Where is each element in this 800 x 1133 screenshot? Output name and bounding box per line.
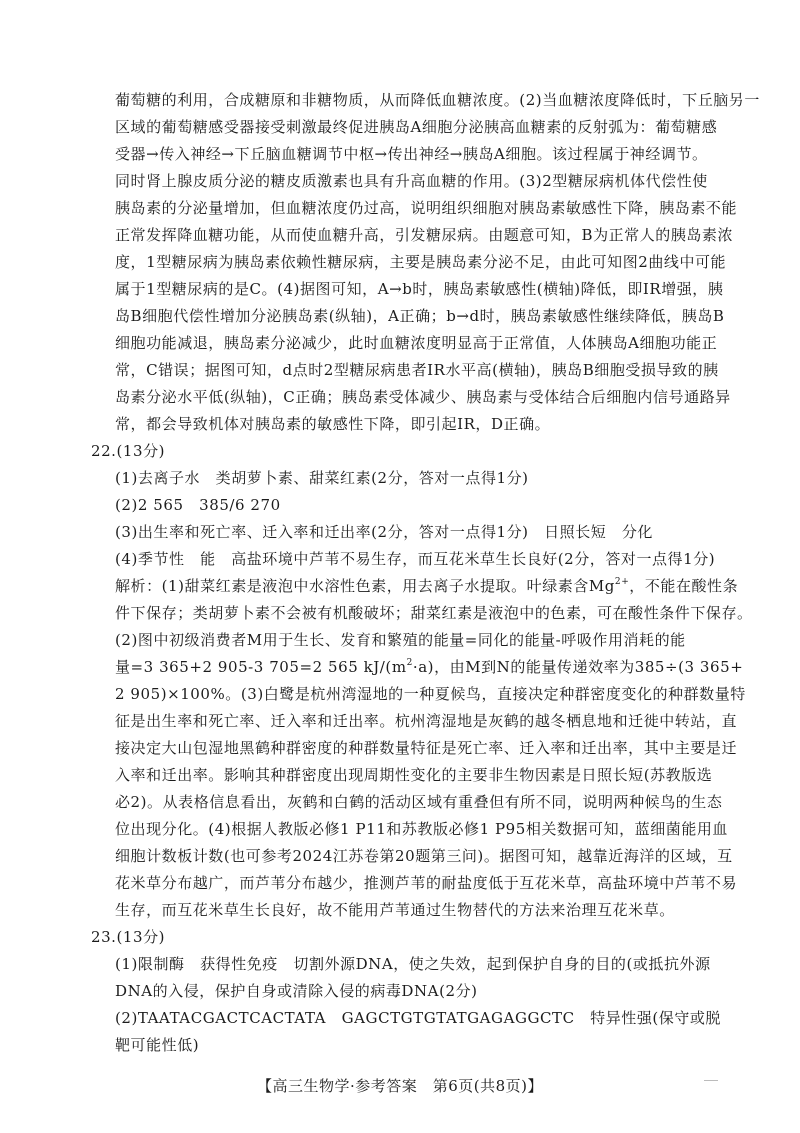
text-line: 征是出生率和死亡率、迁入率和迁出率。杭州湾湿地是灰鹤的越冬栖息地和迁徙中转站，直 [115, 712, 738, 730]
text-line: 生存，而互花米草生长良好，故不能用芦苇通过生物替代的方法来治理互花米草。 [115, 901, 675, 919]
superscript: 2+ [614, 577, 630, 587]
text-line: 细胞计数板计数(也可参考2024江苏卷第20题第三问)。据图可知，越靠近海洋的区域，互 [115, 847, 733, 865]
text-line [115, 657, 743, 677]
text-line: 接决定大山包湿地黑鹤种群密度的种群数量特征是死亡率、迁入率和迁出率，其中主要是迁 [115, 739, 738, 757]
text-line: 必2)。从表格信息看出，灰鹤和白鹤的活动区域有重叠但有所不同，说明两种候鸟的生态 [115, 793, 723, 811]
text-segment: ·a)，由M到N的能量传递效率为385÷(3 365+ [412, 658, 744, 676]
answer-item: (3)出生率和死亡率、迁入率和迁出率(2分，答对一点得1分) 日照长短 分化 [115, 523, 653, 541]
text-line: 度，1型糖尿病为胰岛素依赖性糖尿病，主要是胰岛素分泌不足，由此可知图2曲线中可能 [115, 253, 727, 271]
answer-item: (2)TAATACGACTCACTATA GAGCTGTGTATGAGAGGCTC 特异性强(保守或脱 [115, 1009, 721, 1027]
text-line: 受器→传入神经→下丘脑血糖调节中枢→传出神经→胰岛A细胞。该过程属于神经调节。 [115, 145, 708, 163]
text-line: 件下保存；类胡萝卜素不会被有机酸破坏；甜菜红素是液泡中的色素，可在酸性条件下保存。 [115, 604, 753, 622]
text-line: 岛B细胞代偿性增加分泌胰岛素(纵轴)，A正确；b→d时，胰岛素敏感性继续降低，胰岛B [115, 307, 725, 325]
text-line: 常，C错误；据图可知，d点时2型糖尿病患者IR水平高(横轴)，胰岛B细胞受损导致的胰 [115, 361, 719, 379]
text-line: 正常发挥降血糖功能，从而使血糖升高，引发糖尿病。由题意可知，B为正常人的胰岛素浓 [115, 226, 734, 244]
text-line: 靶可能性低) [115, 1036, 200, 1054]
text-segment: ，不能在酸性条 [629, 577, 739, 595]
text-line: DNA的入侵，保护自身或清除入侵的病毒DNA(2分) [115, 982, 478, 1000]
superscript: 2 [406, 658, 413, 668]
page-footer: 【高三生物学·参考答案 第6页(共8页)】 [256, 1077, 544, 1095]
text-line: 同时肾上腺皮质分泌的糖皮质激素也具有升高血糖的作用。(3)2型糖尿病机体代偿性使 [115, 172, 708, 190]
text-line: 位出现分化。(4)根据人教版必修1 P11和苏教版必修1 P95相关数据可知，蓝细菌能用血 [115, 820, 728, 838]
text-line: 岛素分泌水平低(纵轴)，C正确；胰岛素受体减少、胰岛素与受体结合后细胞内信号通路异 [115, 388, 731, 406]
question-heading-22: 22.(13分) [91, 442, 166, 460]
question-heading-23: 23.(13分) [91, 928, 166, 946]
answer-item: (1)限制酶 获得性免疫 切割外源DNA，使之失效，起到保护自身的目的(或抵抗外源 [115, 955, 711, 973]
text-line: 胰岛素的分泌量增加，但血糖浓度仍过高，说明组织细胞对胰岛素敏感性下降，胰岛素不能 [115, 199, 738, 217]
text-line: 花米草分布越广，而芦苇分布越少，推测芦苇的耐盐度低于互花米草，高盐环境中芦苇不易 [115, 874, 738, 892]
text-line: 区域的葡萄糖感受器接受刺激最终促进胰岛A细胞分泌胰高血糖素的反射弧为：葡萄糖感 [115, 118, 718, 136]
text-line: 2 905)×100%。(3)白鹭是杭州湾湿地的一种夏候鸟，直接决定种群密度变化的种群数量特 [115, 685, 746, 703]
text-line [115, 576, 738, 596]
answer-item: (1)去离子水 类胡萝卜素、甜菜红素(2分，答对一点得1分) [115, 469, 529, 487]
text-line: 入率和迁出率。影响其种群密度出现周期性变化的主要非生物因素是日照长短(苏教版选 [115, 766, 713, 784]
text-line: 常，都会导致机体对胰岛素的敏感性下降，即引起IR，D正确。 [115, 415, 551, 433]
text-segment: 量=3 365+2 905-3 705=2 565 kJ/(m [115, 658, 407, 676]
answer-item: (2)2 565 385/6 270 [115, 496, 281, 514]
text-line: 葡萄糖的利用，合成糖原和非糖物质，从而降低血糖浓度。(2)当血糖浓度降低时，下丘脑另一 [115, 91, 760, 109]
text-line: 属于1型糖尿病的是C。(4)据图可知，A→b时，胰岛素敏感性(横轴)降低，即IR增强，胰 [115, 280, 724, 298]
corner-mark [704, 1080, 718, 1081]
text-line: (2)图中初级消费者M用于生长、发育和繁殖的能量=同化的能量-呼吸作用消耗的能 [115, 631, 686, 649]
text-segment: 解析：(1)甜菜红素是液泡中水溶性色素，用去离子水提取。叶绿素含Mg [115, 577, 615, 595]
answer-item: (4)季节性 能 高盐环境中芦苇不易生存，而互花米草生长良好(2分，答对一点得1分) [115, 550, 716, 568]
text-line: 细胞功能减退，胰岛素分泌减少，此时血糖浓度明显高于正常值，人体胰岛A细胞功能正 [115, 334, 718, 352]
